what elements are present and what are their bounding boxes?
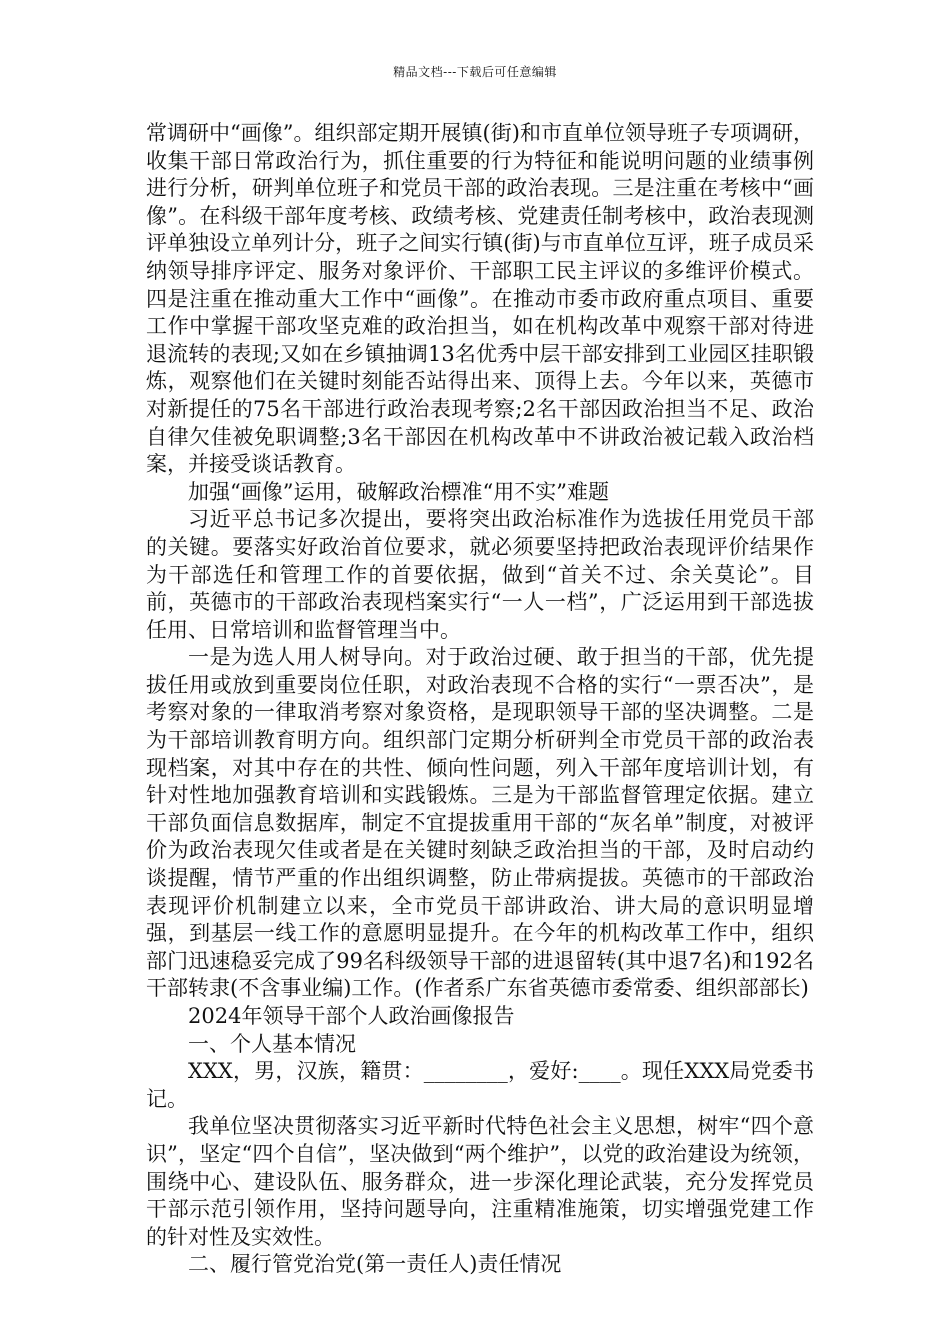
paragraph-3: 一是为选人用人树导向。对于政治过硬、敢于担当的干部，优先提拔任用或放到重要岗位任职，对政治表现不合格的实行“一票否决”，是考察对象的一律取消考察对象资格，是现职领导干部的坚决调整。二是为干部培训教育明方向。组织部门定期分析研判全市党员干部的政治表现档案，对其中存在的共性、倾向性问题，列入干部年度培训计划，有针对性地加强教育培训和实践锻炼。三是为干部监督管理定依据。建立干部负面信息数据库，制定不宜提拔重用干部的“灰名单”制度，对被评价为政治表现欠佳或者是在关键时刻缺乏政治担当的干部，及时启动约谈提醒，情节严重的作出组织调整，防止带病提拔。英德市的干部政治表现评价机制建立以来，全市党员干部讲政治、讲大局的意识明显增强，到基层一线工作的意愿明显提升。在今年的机构改革工作中，组织部门迅速稳妥完成了99名科级领导干部的进退留转(其中退7名)和192名干部转隶(不含事业编)工作。(作者系广东省英德市委常委、组织部部长) xyxy=(146,645,814,1001)
section-heading-basic-info: 一、个人基本情况 xyxy=(188,1031,356,1056)
document-body xyxy=(146,120,814,1279)
paragraph-2: 习近平总书记多次提出，要将突出政治标准作为选拔任用党员干部的关键。要落实好政治首位要求，就必须要坚持把政治表现评价结果作为干部选任和管理工作的首要依据，做到“首关不过、余关莫论”。目前，英德市的干部政治表现档案实行“一人一档”，广泛运用到干部选拔任用、日常培训和监督管理当中。 xyxy=(146,507,814,642)
paragraph-1: 常调研中“画像”。组织部定期开展镇(街)和市直单位领导班子专项调研，收集干部日常政治行为，抓住重要的行为特征和能说明问题的业绩事例进行分析，研判单位班子和党员干部的政治表现。三是注重在考核中“画像”。在科级干部年度考核、政绩考核、党建责任制考核中，政治表现测评单独设立单列计分，班子之间实行镇(街)与市直单位互评，班子成员采纳领导排序评定、服务对象评价、干部职工民主评议的多维评价模式。四是注重在推动重大工作中“画像”。在推动市委市政府重点项目、重要工作中掌握干部攻坚克难的政治担当，如在机构改革中观察干部对待进退流转的表现;又如在乡镇抽调13名优秀中层干部安排到工业园区挂职锻炼，观察他们在关键时刻能否站得出来、顶得上去。今年以来，英德市对新提任的75名干部进行政治表现考察;2名干部因政治担当不足、政治自律欠佳被免职调整;3名干部因在机构改革中不讲政治被记载入政治档案，并接受谈话教育。 xyxy=(146,121,814,477)
section-heading-responsibility: 二、履行管党治党(第一责任人)责任情况 xyxy=(188,1252,562,1277)
report-title: 2024年领导干部个人政治画像报告 xyxy=(188,1004,515,1028)
paragraph-4: 我单位坚决贯彻落实习近平新时代特色社会主义思想，树牢“四个意识”，坚定“四个自信”，坚决做到“两个维护”，以党的政治建设为统领，围绕中心、建设队伍、服务群众，进一步深化理论武装，充分发挥党员干部示范引领作用，坚持问题导向，注重精准施策，切实增强党建工作的针对性及实效性。 xyxy=(146,1114,814,1249)
page-header: 精品文档---下载后可任意编辑 xyxy=(393,65,557,79)
section-heading-usage: 加强“画像”运用，破解政治標准“用不实”难题 xyxy=(188,479,609,504)
paragraph-basic-info: XXX，男，汉族，籍贯：________，爱好:____。现任XXX局党委书记。 xyxy=(146,1059,814,1111)
